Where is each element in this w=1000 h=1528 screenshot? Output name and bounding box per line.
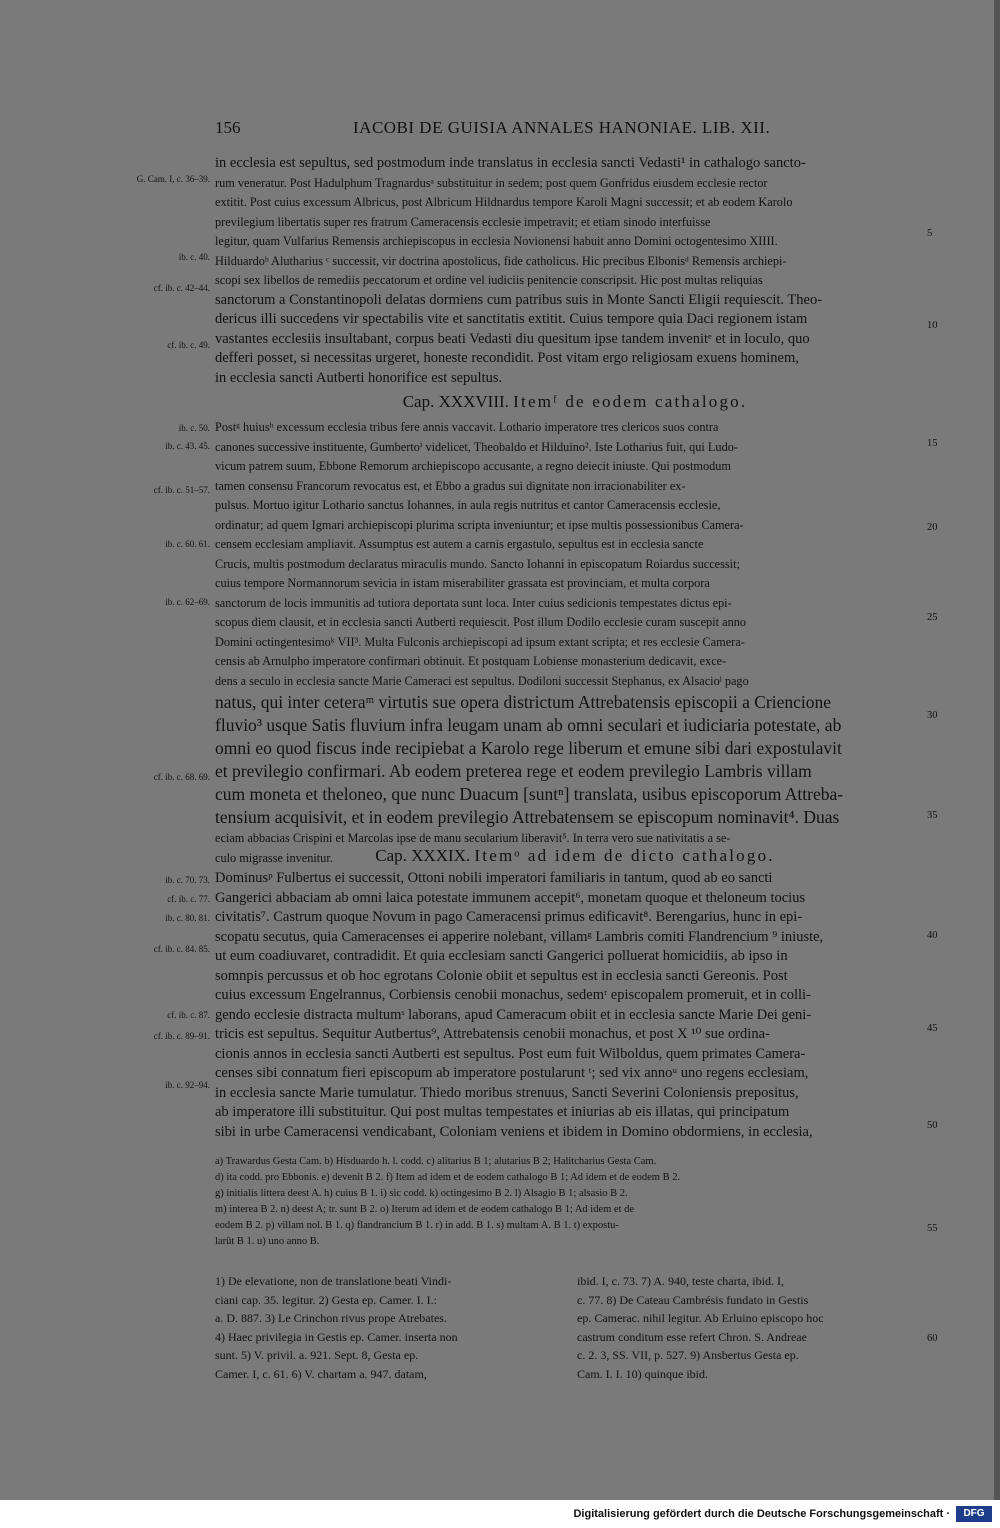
note-line: 4) Haec privilegia in Gestis ep. Camer. inserta non [215, 1329, 458, 1344]
text-line: in ecclesia est sepultus, sed postmodum inde translatus in ecclesia sancti Vedasti¹ in cathalogo sancto- [215, 155, 806, 171]
note-line: ibid. I, c. 73. 7) A. 940, teste charta, ibid. I, [577, 1274, 784, 1288]
apparatus-line: g) initialis littera deest A. h) cuius B 1. i) sic codd. k) octingesimo B 2. l) Alsagio B 1; alsasio B 2. [215, 1188, 628, 1199]
chapter-heading-38 [215, 392, 935, 412]
margin-ref: ib. c. 70. 73. [165, 875, 210, 885]
text-line: censem ecclesiam ampliavit. Assumptus est autem a carnis ergastulo, sepultus est in ecclesia sancte [215, 537, 704, 551]
note-line: Cam. I. I. 10) quinque ibid. [577, 1366, 708, 1381]
text-line: cum moneta et theloneo, que nunc Duacum [suntⁿ] translata, usibus episcoporum Attreba- [215, 784, 844, 804]
chapter-number: Cap. XXXVIII. [402, 392, 509, 411]
margin-ref: cf. ib. c. 42–44. [153, 283, 210, 293]
text-line: vastantes ecclesiis insultabant, corpus beati Vedasti diu quesitum ipse tandem invenitᵉ et in loculo, quo [215, 330, 810, 347]
margin-ref: cf. ib. c. 87. [167, 1010, 210, 1020]
text-line: fluvio³ usque Satis fluvium infra leugam unam ab omni seculari et iudiciaria potestate, ab [215, 715, 842, 735]
text-line: civitatis⁷. Castrum quoque Novum in pago Cameracensi primus edificavit⁸. Berengarius, hunc in epi- [215, 909, 803, 925]
chapter-number: Cap. XXXIX. [375, 846, 471, 865]
text-line: Hilduardoᵇ Alutharius ᶜ successit, vir doctrina apostolicus, fide catholicus. Hic precibus Elbonisᵈ Remensis archiepi- [215, 253, 787, 268]
funding-credit: Digitalisierung gefördert durch die Deutsche Forschungsgemeinschaft · [573, 1508, 950, 1520]
dfg-logo: DFG [956, 1506, 992, 1522]
note-line: c. 2. 3, SS. VII, p. 527. 9) Ansbertus Gesta ep. [577, 1348, 799, 1362]
text-line: ut eum coadiuvaret, contradidit. Et quia ecclesiam sancti Gangerici polluerat homicidiis, ab ipso in [215, 948, 788, 964]
apparatus-line: d) ita codd. pro Ebbonis. e) devenit B 2. f) Item ad idem et de eodem cathalogo B 1; Ad idem et de eodem B 2. [215, 1172, 681, 1183]
margin-ref: ib. c. 62–69. [165, 597, 210, 607]
text-line: somnpis percussus et ob hoc egrotans Colonie obiit et sepultus est in ecclesia sancti Gereonis. Post [215, 967, 788, 984]
text-line: Crucis, multis postmodum declaratus miraculis mundo. Sancto Iohanni in episcopatum Roiardus successit; [215, 556, 740, 571]
chapter-title: Itemᵒ ad idem de dicto cathalogo. [474, 846, 775, 865]
apparatus-line: eodem B 2. p) villam nol. B 1. q) flandrancium B 1. r) in add. B 1. s) multam A. B 1. t) expostu- [215, 1220, 619, 1231]
note-line: a. D. 887. 3) Le Crinchon rivus prope Atrebates. [215, 1311, 447, 1325]
text-line: scopi sex libellos de remediis peccatorum et ordine vel iudiciis penitencie conscripsit. Hic post multas reliquias [215, 273, 763, 287]
text-line: rum veneratur. Post Hadulphum Tragnardusᵃ substituitur in sedem; post quem Gonfridus eiusdem ecclesie rector [215, 175, 768, 190]
margin-ref: cf. ib. c. 77. [167, 894, 210, 904]
text-line: dens a seculo in ecclesia sancte Marie Cameraci est sepultus. Dodiloni successit Stephanus, ex Alsacioˡ pago [215, 673, 749, 688]
chapter-title: Itemᶠ de eodem cathalogo. [513, 392, 748, 411]
margin-ref: ib. c. 80. 81. [165, 913, 210, 923]
apparatus-line: larūt B 1. u) uno anno B. [215, 1236, 320, 1247]
text-line: defferi posset, si necessitas urgeret, honeste recondidit. Post vitam ergo religiosam exuens hominem, [215, 350, 799, 366]
text-line: pulsus. Mortuo igitur Lothario sanctus Iohannes, in aula regis nutritus et cantor Cameracensis ecclesie, [215, 498, 721, 512]
line-number: 25 [927, 612, 938, 623]
text-line: canones successive instituente, Gumbertoⁱ videlicet, Theobaldo et Hilduino². Iste Lotharius fuit, qui Ludo- [215, 439, 738, 454]
running-title: IACOBI DE GUISIA ANNALES HANONIAE. LIB. XII. [353, 118, 771, 137]
margin-ref: G. Cam. I, c. 36–39. [136, 174, 210, 184]
text-line: sibi in urbe Cameracensi vendicabant, Coloniam veniens et ibidem in Domino obdormiens, in ecclesia, [215, 1123, 813, 1140]
line-number: 20 [927, 522, 938, 533]
text-line: Dominusᵖ Fulbertus ei successit, Ottoni nobili imperatori familiaris in tantum, quod ab eo sancti [215, 870, 773, 886]
text-line: tricis est sepultus. Sequitur Autbertus⁹, Attrebatensis cenobii monachus, et post X ¹⁰ sue ordina- [215, 1026, 770, 1042]
text-line: tensium acquisivit, et in eodem previlegio Attrebatensem se episcopum nominavit⁴. Duas [215, 807, 840, 827]
margin-ref: ib. c. 50. [178, 423, 210, 433]
text-block-1 [215, 154, 935, 388]
text-line: vicum patrem suum, Ebbone Remorum archiepiscopo accusante, a regno deiecit iniuste. Qui postmodum [215, 459, 731, 473]
text-line: dericus illi succedens vir spectabilis vite et sanctitatis extitit. Cuius tempore quia Daci regionem istam [215, 311, 808, 327]
line-number: 5 [927, 228, 933, 239]
text-line: cuius tempore Normannorum sevicia in istam miserabiliter grassata est provinciam, et multa corpora [215, 576, 710, 590]
text-line: tamen consensu Francorum revocatus est, et Ebbo a gradus sui dignitate non irracionabiliter ex- [215, 478, 686, 493]
scan-edge [994, 0, 1000, 1500]
line-number: 60 [927, 1333, 938, 1344]
text-line: cuius excessum Engelrannus, Corbiensis cenobii monachus, sedemʳ episcopalem promeruit, et in colli- [215, 987, 811, 1003]
text-block-3 [215, 869, 935, 1142]
page-number: 156 [215, 118, 241, 137]
text-line: ordinatur; ad quem Igmari archiepiscopi plurima scripta inveniuntur; et ipse multis possessionibus Camera- [215, 517, 744, 532]
text-line: Gangerici abbaciam ab omni laica potestate immunem accepit⁶, monetam quoque et theloneum tocius [215, 889, 806, 906]
margin-ref: cf. ib. c. 51–57. [153, 485, 210, 495]
margin-ref: cf. ib. c. 89–91. [153, 1031, 210, 1041]
margin-ref: cf. ib. c. 68. 69. [153, 772, 210, 782]
line-number: 50 [927, 1120, 938, 1131]
note-line: sunt. 5) V. privil. a. 921. Sept. 8, Gesta ep. [215, 1348, 419, 1362]
chapter-heading-39 [215, 846, 935, 866]
margin-ref: ib. c. 60. 61. [165, 539, 210, 549]
footer-bar [0, 1500, 1000, 1528]
text-line: extitit. Post cuius excessum Albricus, post Albricum Hildnardus tempore Karoli Magni successit; et ab eodem Karolo [215, 195, 793, 209]
text-line: sanctorum a Constantinopoli delatas dormiens cum patribus suis in Monte Sancti Eligii requiescit. Theo- [215, 291, 823, 308]
line-number: 35 [927, 810, 938, 821]
text-line: culo migrasse invenitur. [215, 850, 333, 865]
apparatus-line: a) Trawardus Gesta Cam. b) Hisduardo h. l. codd. c) alitarius B 1; alutarius B 2; Halitcharius Gesta Cam. [215, 1156, 657, 1167]
line-number: 10 [927, 320, 938, 331]
text-line: Domini octingentesimoᵏ VII³. Multa Fulconis archiepiscopi ad ipsum extant scripta; et res ecclesie Camera- [215, 634, 745, 649]
margin-ref: ib. c. 40. [178, 252, 210, 262]
margin-ref: ib. c. 43. 45. [165, 441, 210, 451]
note-line: castrum conditum esse refert Chron. S. Andreae [577, 1329, 807, 1344]
text-line: in ecclesia sancti Autberti honorifice est sepultus. [215, 369, 503, 386]
apparatus-line: m) interea B 2. n) deest A; tr. sunt B 2. o) Iterum ad idem et de eodem cathalogo B 1; Ad idem et de [215, 1204, 635, 1215]
notes-right-column [577, 1272, 927, 1383]
text-line: et previlegio confirmari. Ab eodem preterea rege et eodem previlegio Lambris villam [215, 761, 812, 781]
text-line: omni eo quod fiscus inde recipiebat a Karolo rege liberum et emune sibi dari expostulavit [215, 738, 842, 758]
text-line: scopus diem clausit, et in ecclesia sancti Autberti requiescit. Post illum Dodilo ecclesie curam suscepit anno [215, 615, 747, 629]
note-line: Camer. I, c. 61. 6) V. chartam a. 947. datam, [215, 1366, 427, 1381]
note-line: ciani cap. 35. legitur. 2) Gesta ep. Camer. I. I.: [215, 1292, 437, 1307]
note-line: 1) De elevatione, non de translatione beati Vindi- [215, 1274, 452, 1288]
note-line: c. 77. 8) De Cateau Cambrésis fundato in Gestis [577, 1292, 809, 1307]
text-line: eciam abbacias Crispini et Marcolas ipse de manu secularium liberavit⁵. In terra vero sue nativitatis a se- [215, 831, 731, 845]
line-number: 40 [927, 930, 938, 941]
text-block-2 [215, 418, 935, 868]
text-line: legitur, quam Vulfarius Remensis archiepiscopus in ecclesia Novionensi habuit anno Domini octogentesimo XIIII. [215, 234, 778, 248]
line-number: 30 [927, 710, 938, 721]
line-number: 15 [927, 438, 938, 449]
margin-ref: cf. ib. c. 49. [167, 340, 210, 350]
text-line: ab imperatore illi substituitur. Qui post multas tempestates et iniurias ab eis illatas, qui principatum [215, 1104, 790, 1120]
critical-apparatus [215, 1154, 935, 1250]
text-line: gendo ecclesie distracta multumˢ laborans, apud Cameracum obiit et in ecclesia sancte Marie Dei geni- [215, 1006, 812, 1023]
text-line: cionis annos in ecclesia sancti Autberti est sepultus. Post eum fuit Wilboldus, quem primates Camera- [215, 1045, 806, 1062]
text-line: previlegium libertatis super res fratrum Cameracensis ecclesie impetravit; et etiam sinodo interfuisse [215, 214, 711, 229]
margin-ref: ib. c. 92–94. [165, 1080, 210, 1090]
line-number: 45 [927, 1023, 938, 1034]
notes-left-column [215, 1272, 565, 1383]
text-line: sanctorum de locis immunitis ad tutiora deportata sunt loca. Inter cuius sedicionis tempestates dictus epi- [215, 595, 732, 610]
text-line: Postᵍ huiusʰ excessum ecclesia tribus fere annis vaccavit. Lothario imperatore tres clericos suos contra [215, 420, 719, 434]
text-line: censes sibi connatum fieri episcopum ab imperatore postularunt ᵗ; sed vix annoᵘ uno regens ecclesiam, [215, 1065, 809, 1081]
note-line: ep. Camerac. nihil legitur. Ab Erluino episcopo hoc [577, 1311, 824, 1325]
text-line: natus, qui inter ceteraᵐ virtutis sue opera districtum Attrebatensis episcopii a Criencione [215, 692, 832, 712]
margin-ref: cf. ib. c. 84. 85. [153, 944, 210, 954]
line-number: 55 [927, 1223, 938, 1234]
text-line: censis ab Arnulpho imperatore confirmari obtinuit. Et postquam Lobiense monasterium dedicavit, exce- [215, 654, 727, 668]
text-line: in ecclesia sancte Marie tumulatur. Thiedo moribus strenuus, Sancti Severini Coloniensis prepositus, [215, 1084, 799, 1101]
text-line: scopatu secutus, quia Cameracenses ei apperire nolebant, villamᵍ Lambris comiti Flandrencium ⁹ iniuste, [215, 928, 824, 945]
